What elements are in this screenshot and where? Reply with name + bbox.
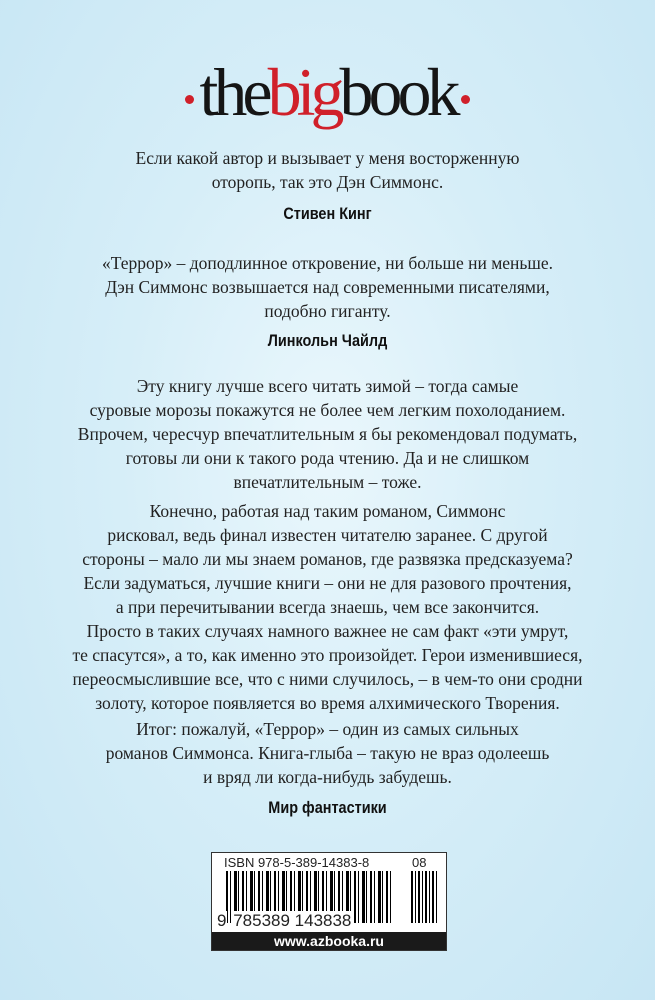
logo-dot (185, 95, 194, 104)
logo-book: book (339, 54, 456, 130)
review-line: Эту книгу лучше всего читать зимой – тогда самые (136, 376, 519, 396)
review-paragraph (0, 499, 655, 715)
logo-dot (461, 95, 470, 104)
review-paragraph (0, 717, 655, 789)
isbn-barcode (211, 852, 447, 951)
review-line: стороны – мало ли мы знаем романов, где развязка предсказуема? (82, 549, 573, 569)
review-line: суровые морозы покажутся не более чем легким похолоданием. (89, 400, 566, 420)
review-line: те спасутся», а то, как именно это произойдет. Герои изменившиеся, (72, 645, 583, 665)
review-line: романов Симмонса. Книга-глыба – такую не враз одолеешь (105, 743, 550, 763)
review-line: Итог: пожалуй, «Террор» – один из самых сильных (136, 719, 519, 739)
review-line: а при перечитывании всегда знаешь, чем все закончится. (115, 597, 540, 617)
barcode-digits (216, 911, 352, 930)
review-line: золоту, которое появляется во время алхимического Творения. (95, 693, 560, 713)
review-line: Просто в таких случаях намного важнее не сам факт «эти умрут, (86, 621, 569, 641)
review-line: переосмыслившие все, что с ними случилось, – в чем-то они сродни (72, 669, 583, 689)
quote-2 (0, 251, 655, 323)
barcode-addon-bars (411, 871, 437, 923)
isbn-number: ISBN 978-5-389-14383-8 (224, 855, 370, 870)
logo-the: the (199, 54, 268, 130)
quote-line: подобно гиганту. (264, 301, 391, 321)
barcode-digit-groups: 785389 143838 (233, 911, 352, 930)
review-author: Мир фантастики (268, 798, 387, 817)
quote-1 (0, 146, 655, 194)
review-line: Конечно, работая над таким романом, Симмонс (149, 501, 506, 521)
review-line: рисковал, ведь финал известен читателю заранее. С другой (107, 525, 548, 545)
publisher-logo (0, 52, 655, 132)
logo-big: big (267, 54, 340, 130)
quote-line: «Террор» – доподлинное откровение, ни больше ни меньше. (101, 253, 553, 273)
quote-line: оторопь, так это Дэн Симмонс. (211, 172, 444, 192)
review-line: и вряд ли когда-нибудь забудешь. (203, 767, 452, 787)
review-line: Впрочем, чересчур впечатлительным я бы рекомендовал подумать, (77, 424, 578, 444)
review-line: готовы ли они к такого рода чтению. Да и не слишком (125, 448, 530, 468)
quote-line: Если какой автор и вызывает у меня восторженную (135, 148, 520, 168)
review-paragraph (0, 374, 655, 494)
quote-author: Линкольн Чайлд (267, 331, 388, 350)
barcode-first-digit: 9 (217, 911, 227, 930)
publisher-website: www.azbooka.ru (212, 932, 446, 950)
quote-line: Дэн Симмонс возвышается над современными писателями, (105, 277, 550, 297)
review-line: Если задуматься, лучшие книги – они не для разового прочтения, (83, 573, 572, 593)
review-line: впечатлительным – тоже. (233, 472, 422, 492)
barcode-addon: 08 (412, 855, 427, 870)
quote-author: Стивен Кинг (283, 204, 372, 223)
